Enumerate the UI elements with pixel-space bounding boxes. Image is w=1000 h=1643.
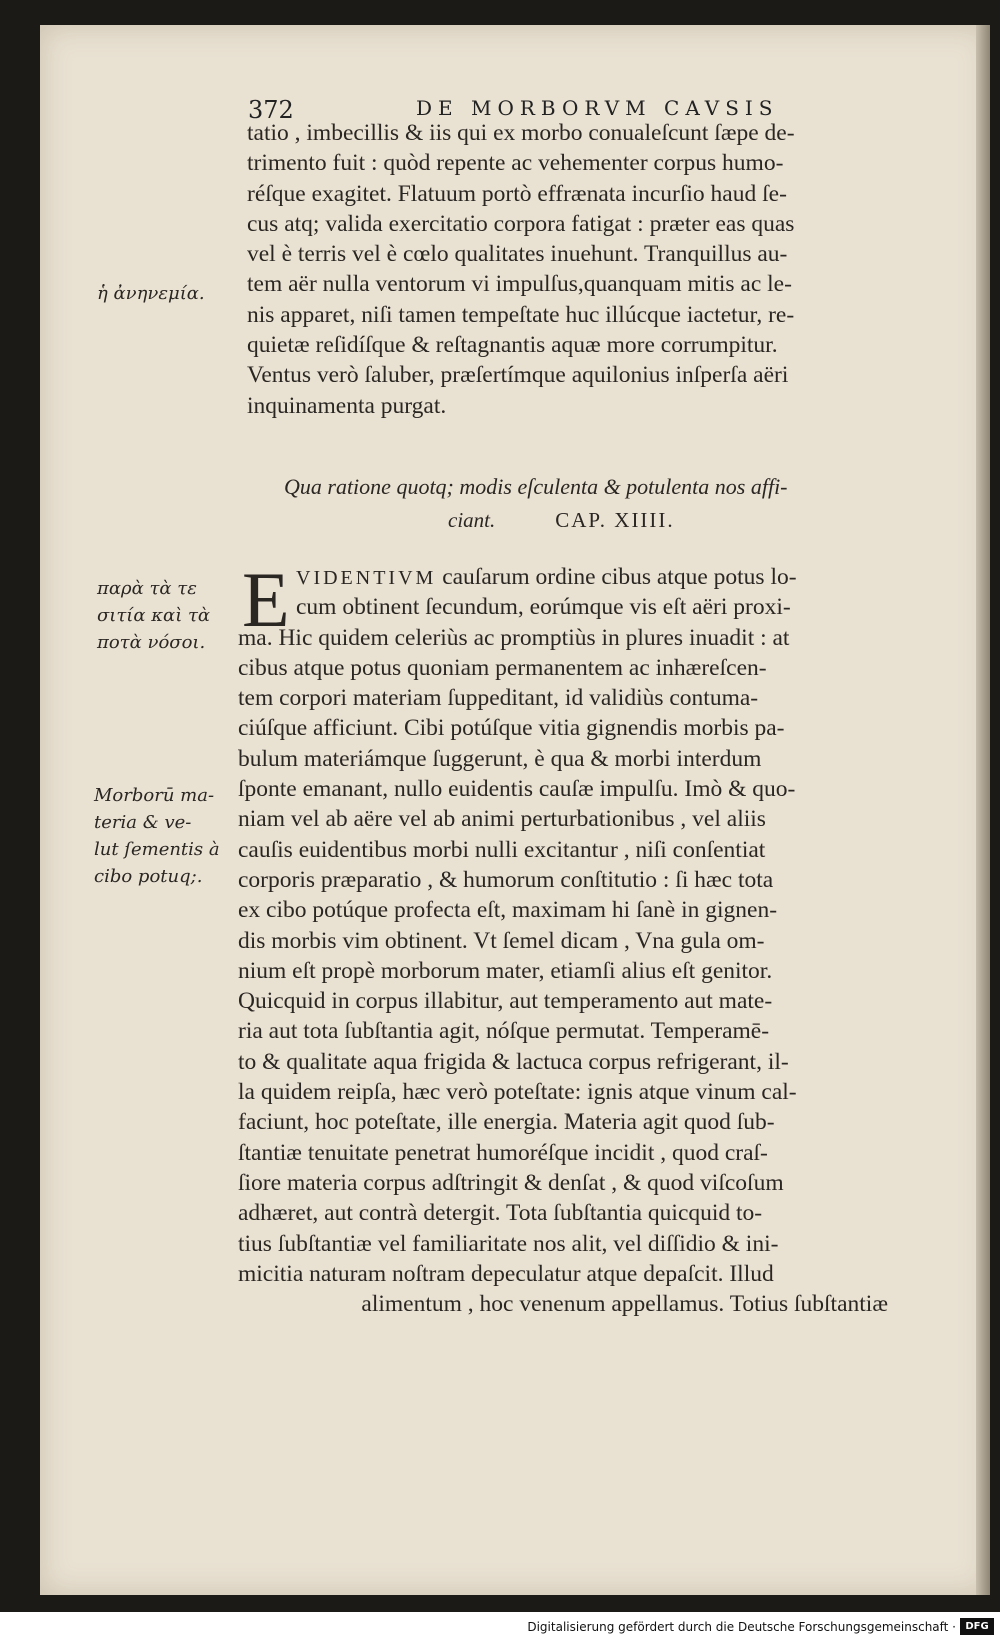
- chapter-label: CAP. XIIII.: [555, 508, 675, 532]
- drop-cap: E: [242, 556, 290, 643]
- margin-note-1: [97, 280, 205, 307]
- margin-note-line: ἡ ἀνηνεμία.: [97, 283, 205, 304]
- text-line: trimento fuit : quòd repente ac vehementer corpus humo-: [247, 150, 784, 177]
- text-line: la quidem reipſa, hæc verò poteſtate: ignis atque vinum cal-: [238, 1079, 797, 1106]
- funding-notice: Digitalisierung gefördert durch die Deutsche Forschungsgemeinschaft ·: [527, 1620, 956, 1634]
- text-line: ſponte emanant, nullo euidentis cauſæ impulſu. Imò & quo-: [238, 776, 796, 803]
- text-line: alimentum , hoc venenum appellamus. Totius ſubſtantiæ: [361, 1291, 888, 1318]
- text-line: ſiore materia corpus adſtringit & denſat , & quod viſcoſum: [238, 1169, 784, 1196]
- text-line: Quicquid in corpus illabitur, aut temperamento aut mate-: [238, 988, 773, 1015]
- text-line: bulum materiámque ſuggerunt, è qua & morbi interdum: [238, 745, 762, 772]
- text-line: inquinamenta purgat.: [247, 392, 447, 419]
- margin-note-line: Morborū ma-: [94, 785, 215, 806]
- body-text-block-2: [238, 556, 928, 1319]
- first-word: VIDENTIVM: [296, 567, 437, 589]
- chapter-heading-line-2: [448, 508, 675, 533]
- margin-note-line: teria & ve-: [94, 812, 192, 833]
- first-line-rest: cauſarum ordine cibus atque potus lo-: [436, 564, 797, 590]
- chapter-heading-line-1: Qua ratione quotq; modis eſculenta & potulenta nos affi-: [284, 474, 788, 499]
- running-title: DE MORBORVM CAVSIS: [416, 96, 779, 120]
- digitization-footer: [0, 1614, 1000, 1643]
- chapter-heading-end: ciant.: [448, 508, 496, 532]
- margin-note-line: σιτία καὶ τὰ: [97, 605, 211, 626]
- text-line: vel è terris vel è cœlo qualitates inuehunt. Tranquillus au-: [247, 241, 788, 268]
- body-text-block-1: [247, 118, 937, 421]
- margin-note-line: παρὰ τὰ τε: [97, 578, 197, 599]
- text-line: Ventus verò ſaluber, præſertímque aquilonius inſperſa aëri: [247, 362, 789, 389]
- text-line: dis morbis vim obtinent. Vt ſemel dicam , Vna gula om-: [238, 927, 765, 954]
- text-line: tem corpori materiam ſuppeditant, id validiùs contuma-: [238, 685, 759, 712]
- text-line: quietæ reſidíſque & reſtagnantis aquæ more corrumpitur.: [247, 332, 778, 359]
- page-edge: [976, 25, 990, 1595]
- text-line: ciúſque afficiunt. Cibi potúſque vitia gignendis morbis pa-: [238, 715, 785, 742]
- page-number: 372: [248, 96, 294, 124]
- first-text-line: [238, 562, 928, 592]
- text-line: ſtantiæ tenuitate penetrat humoréſque incidit , quod craſ-: [238, 1139, 768, 1166]
- margin-note-line: lut ſementis à: [94, 839, 220, 860]
- margin-note-2: [97, 575, 210, 656]
- text-line: cibus atque potus quoniam permanentem ac inhæreſcen-: [238, 654, 767, 681]
- text-line: ma. Hic quidem celeriùs ac promptiùs in plures inuadit : at: [238, 624, 790, 651]
- margin-note-line: cibo potuq;.: [94, 866, 203, 887]
- text-line: nium eſt propè morborum mater, etiamſi alius eſt genitor.: [238, 957, 773, 984]
- text-line: to & qualitate aqua frigida & lactuca corpus refrigerant, il-: [238, 1048, 789, 1075]
- text-line: faciunt, hoc poteſtate, ille energia. Materia agit quod ſub-: [238, 1109, 775, 1136]
- text-line: corporis præparatio , & humorum conſtitutio : ſi hæc tota: [238, 866, 774, 893]
- text-line: ria aut tota ſubſtantia agit, nóſque permutat. Temperamē-: [238, 1018, 770, 1045]
- text-line: tius ſubſtantiæ vel familiaritate nos alit, vel diſſidio & ini-: [238, 1230, 779, 1257]
- text-line: cauſis euidentibus morbi nulli excitantur , niſi conſentiat: [238, 836, 766, 863]
- dfg-logo: DFG: [960, 1618, 994, 1635]
- text-line: micitia naturam noſtram depeculatur atque depaſcit. Illud: [238, 1260, 774, 1287]
- text-line: ex cibo potúque profecta eſt, maximam hi ſanè in gignen-: [238, 897, 778, 924]
- text-line: tatio , imbecillis & iis qui ex morbo conualeſcunt ſæpe de-: [247, 120, 795, 146]
- margin-note-line: ποτὰ νόσοι.: [97, 632, 206, 653]
- text-line: tem aër nulla ventorum vi impulſus,quanquam mitis ac le-: [247, 271, 792, 298]
- text-line: nis apparet, niſi tamen tempeſtate huc illúcque iactetur, re-: [247, 301, 795, 328]
- text-line: cus atq; valida exercitatio corpora fatigat : præter eas quas: [247, 210, 795, 237]
- text-line: cum obtinent ſecundum, eorúmque vis eſt aëri proxi-: [296, 594, 791, 621]
- text-line: niam vel ab aëre vel ab animi perturbationibus , vel aliis: [238, 806, 766, 833]
- text-line: réſque exagitet. Flatuum portò effrænata incurſio haud ſe-: [247, 180, 787, 207]
- text-line: adhæret, aut contrà detergit. Tota ſubſtantia quicquid to-: [238, 1200, 763, 1227]
- margin-note-3: [94, 782, 220, 890]
